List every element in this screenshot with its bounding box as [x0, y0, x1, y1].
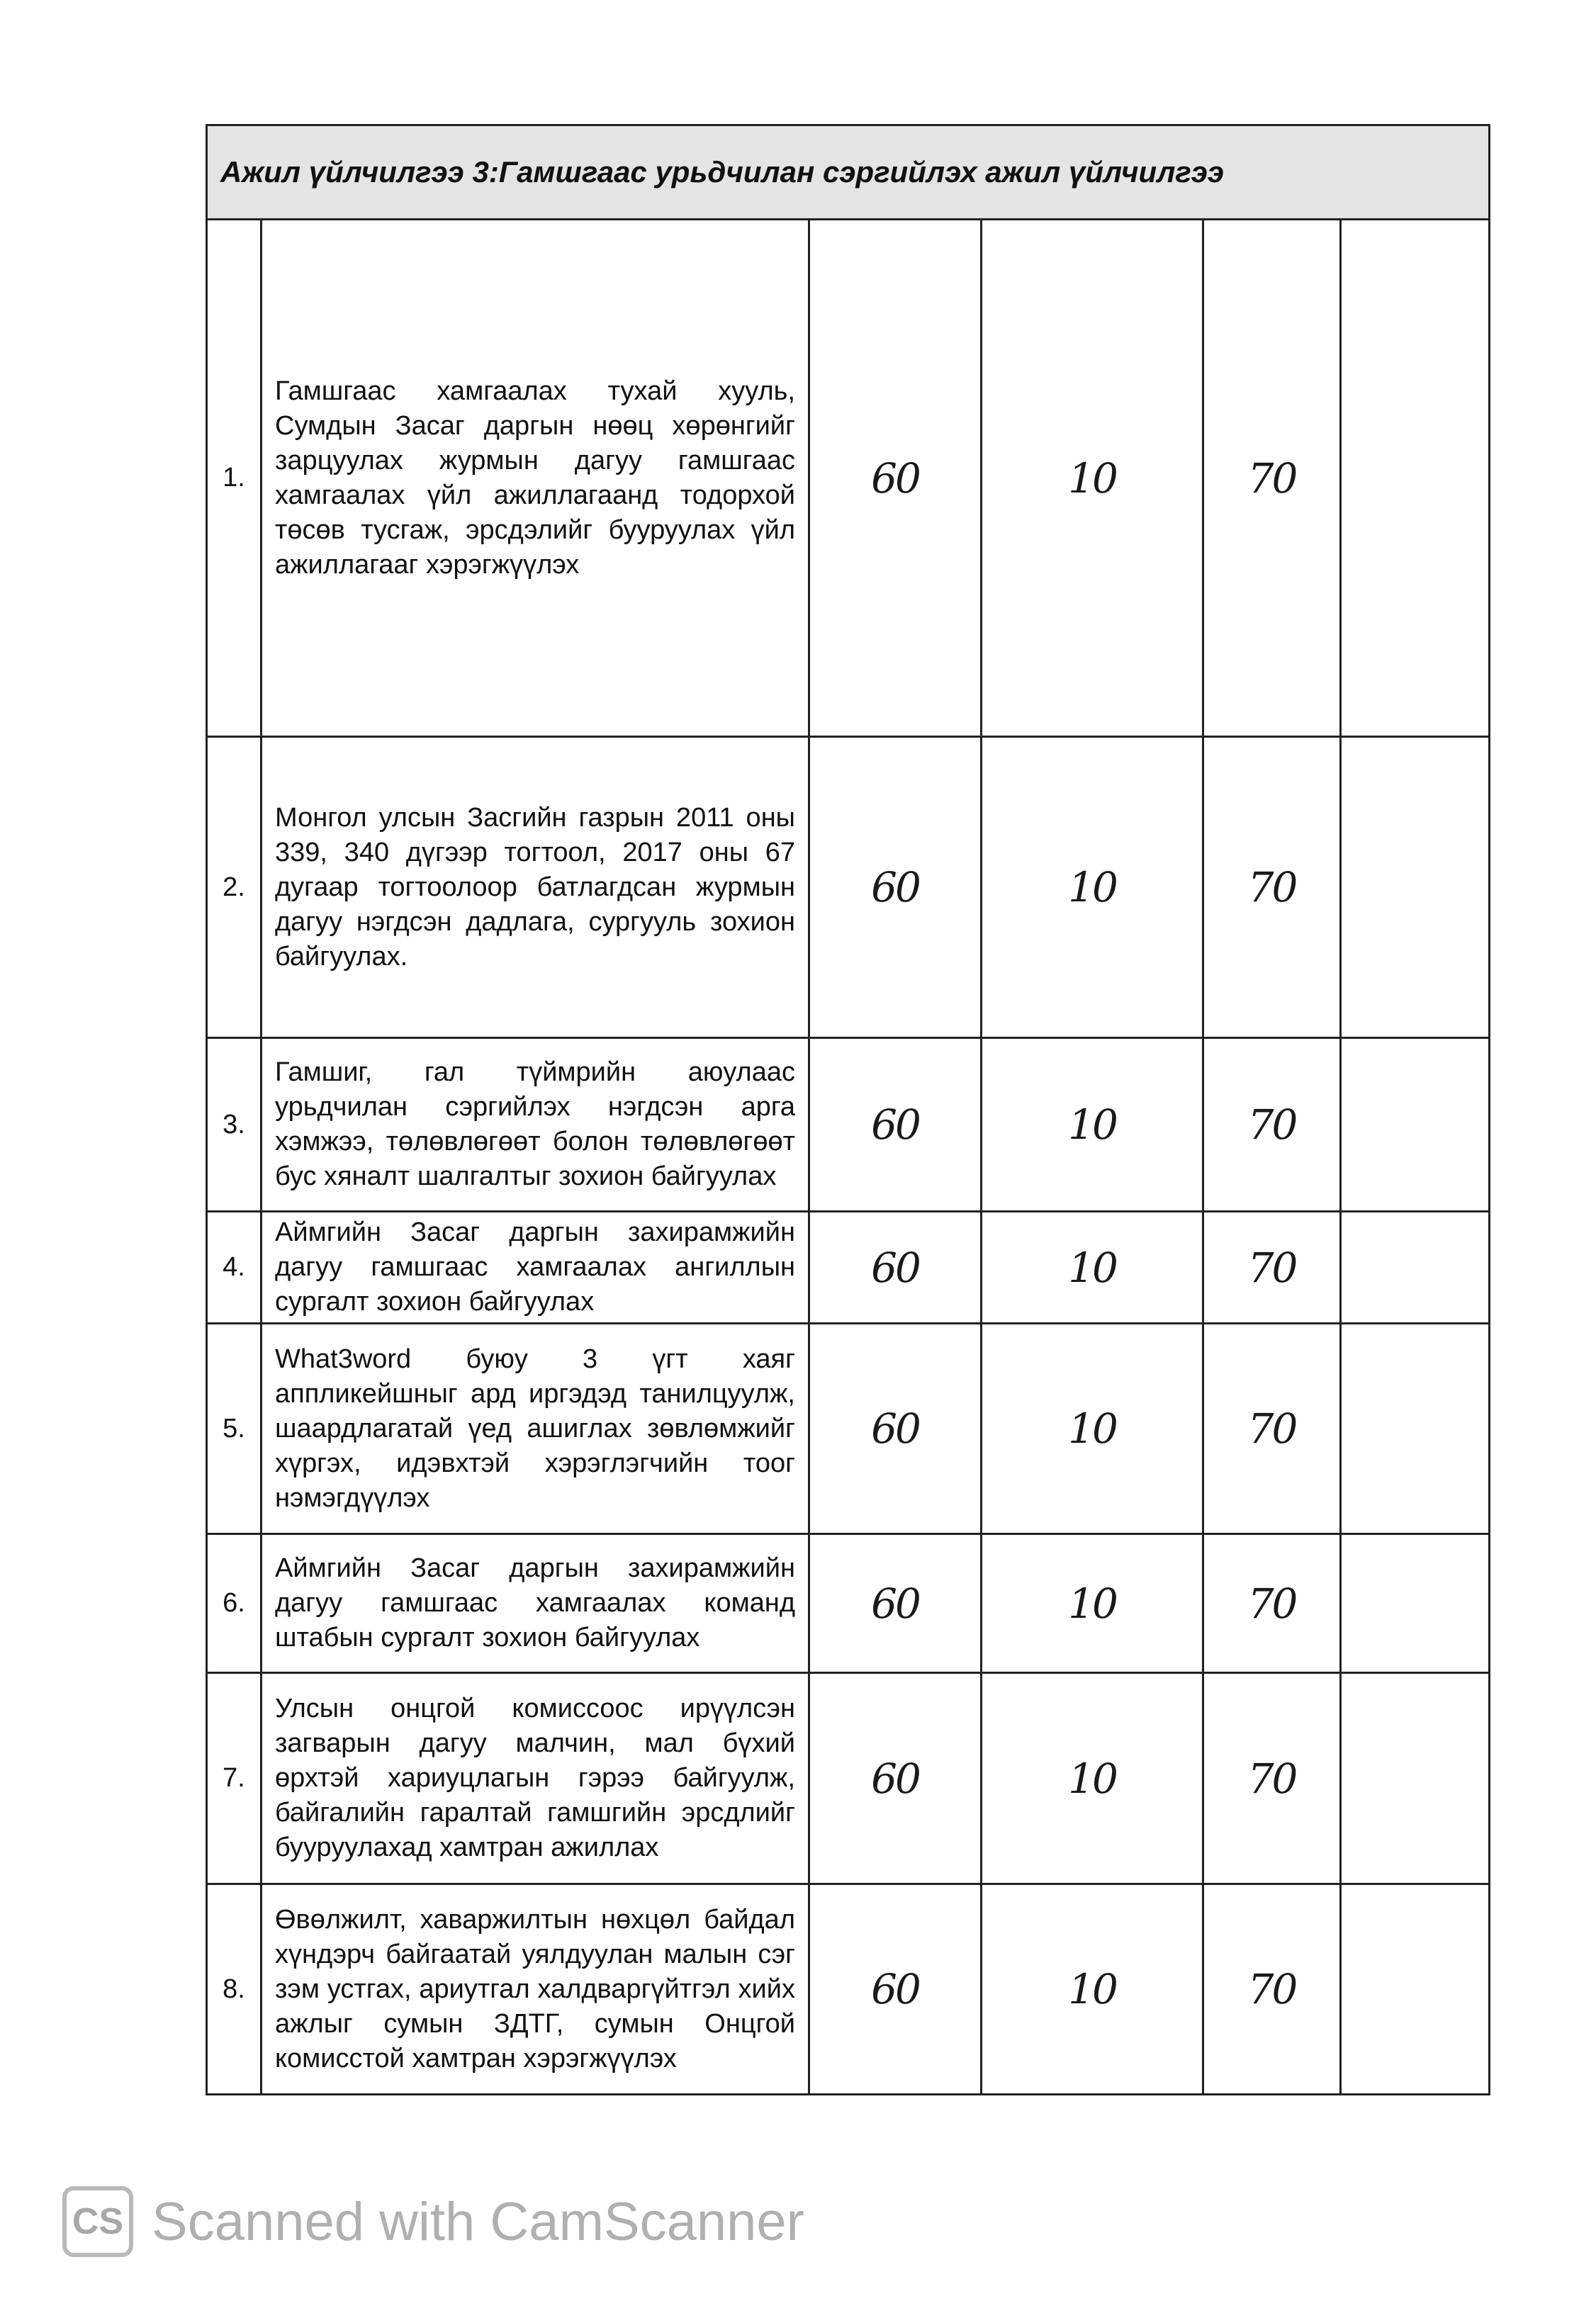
score-total-cell	[1203, 1673, 1341, 1884]
score-b-cell	[982, 1884, 1203, 2095]
blank-cell	[1341, 1673, 1490, 1884]
row-number: 8.	[207, 1884, 262, 2095]
camscanner-watermark	[62, 2186, 804, 2257]
score-total: 70	[1247, 454, 1296, 502]
row-number: 5.	[207, 1324, 262, 1534]
activity-description: Улсын онцгой комиссоос ирүүлсэн загварын дагуу малчин, мал бүхий өрхтэй хариуцлагын гэрээ байгуулж, байгалийн гаралтай гамшгийн эрсдлийг бууруулахад хамтран ажиллах	[262, 1673, 809, 1884]
table-row	[207, 1534, 1490, 1673]
row-number: 1.	[207, 220, 262, 737]
score-b-cell	[982, 1038, 1203, 1212]
blank-cell	[1341, 1212, 1490, 1324]
score-a-cell	[809, 1324, 982, 1534]
activity-description: Өвөлжилт, хаваржилтын нөхцөл байдал хүндэрч байгаатай уялдуулан малын сэг зэм устгах, ариутгал халдваргүйтгэл хийх ажлыг сумын ЗДТГ, сумын Онцгой комисстой хамтран хэрэгжүүлэх	[262, 1884, 809, 2095]
blank-cell	[1341, 1534, 1490, 1673]
camscanner-logo-icon: CS	[62, 2186, 133, 2257]
score-b-cell	[982, 1324, 1203, 1534]
row-number: 6.	[207, 1534, 262, 1673]
score-a-cell	[809, 1038, 982, 1212]
score-total: 70	[1247, 1965, 1296, 2013]
row-number: 7.	[207, 1673, 262, 1884]
table-row	[207, 220, 1490, 737]
score-total: 70	[1247, 1101, 1296, 1149]
activity-description: What3word буюу 3 үгт хаяг аппликейшныг ард иргэдэд танилцуулж, шаардлагатай үед ашиглах зөвлөмжийг хүргэх, идэвхтэй хэрэглэгчийн тоог нэмэгдүүлэх	[262, 1324, 809, 1534]
score-b: 10	[1068, 1243, 1116, 1292]
score-b: 10	[1068, 1965, 1116, 2013]
activity-description: Монгол улсын Засгийн газрын 2011 оны 339, 340 дүгээр тогтоол, 2017 оны 67 дугаар тогтоолоор батлагдсан журмын дагуу нэгдсэн дадлага, сургууль зохион байгуулах.	[262, 737, 809, 1038]
score-a-cell	[809, 737, 982, 1038]
score-a: 60	[871, 1965, 919, 2013]
activity-description: Аймгийн Засаг даргын захирамжийн дагуу гамшгаас хамгаалах команд штабын сургалт зохион байгуулах	[262, 1534, 809, 1673]
score-a-cell	[809, 1673, 982, 1884]
table-row	[207, 1038, 1490, 1212]
table-row	[207, 1324, 1490, 1534]
score-b-cell	[982, 1212, 1203, 1324]
blank-cell	[1341, 220, 1490, 737]
score-a: 60	[871, 1243, 919, 1292]
score-total: 70	[1247, 1243, 1296, 1292]
score-b: 10	[1068, 454, 1116, 502]
score-total: 70	[1247, 863, 1296, 911]
score-total: 70	[1247, 1405, 1296, 1453]
blank-cell	[1341, 1038, 1490, 1212]
score-total-cell	[1203, 220, 1341, 737]
score-b: 10	[1068, 863, 1116, 911]
service-table	[206, 124, 1490, 2095]
score-b: 10	[1068, 1579, 1116, 1628]
blank-cell	[1341, 1884, 1490, 2095]
row-number: 3.	[207, 1038, 262, 1212]
score-total: 70	[1247, 1754, 1296, 1803]
score-b-cell	[982, 220, 1203, 737]
score-a: 60	[871, 1754, 919, 1803]
score-a: 60	[871, 863, 919, 911]
score-b-cell	[982, 737, 1203, 1038]
table-row	[207, 1212, 1490, 1324]
score-a: 60	[871, 1579, 919, 1628]
activity-description: Гамшиг, гал түймрийн аюулаас урьдчилан сэргийлэх нэгдсэн арга хэмжээ, төлөвлөгөөт болон төлөвлөгөөт бус хяналт шалгалтыг зохион байгуулах	[262, 1038, 809, 1212]
score-b: 10	[1068, 1754, 1116, 1803]
score-total-cell	[1203, 1324, 1341, 1534]
score-a-cell	[809, 1212, 982, 1324]
row-number: 4.	[207, 1212, 262, 1324]
score-total-cell	[1203, 1038, 1341, 1212]
table-row	[207, 1884, 1490, 2095]
score-total-cell	[1203, 1534, 1341, 1673]
score-b: 10	[1068, 1101, 1116, 1149]
score-b-cell	[982, 1673, 1203, 1884]
score-a: 60	[871, 1405, 919, 1453]
score-a-cell	[809, 1534, 982, 1673]
row-number: 2.	[207, 737, 262, 1038]
camscanner-text: Scanned with CamScanner	[152, 2191, 804, 2252]
score-total-cell	[1203, 1212, 1341, 1324]
blank-cell	[1341, 1324, 1490, 1534]
score-b: 10	[1068, 1405, 1116, 1453]
score-a: 60	[871, 1101, 919, 1149]
table-title: Ажил үйлчилгээ 3:Гамшгаас урьдчилан сэргийлэх ажил үйлчилгээ	[207, 125, 1490, 220]
table-row	[207, 737, 1490, 1038]
score-total-cell	[1203, 737, 1341, 1038]
activity-description: Гамшгаас хамгаалах тухай хууль, Сумдын Засаг даргын нөөц хөрөнгийг зарцуулах журмын дагуу гамшгаас хамгаалах үйл ажиллагаанд тодорхой төсөв тусгаж, эрсдэлийг бууруулах үйл ажиллагааг хэрэгжүүлэх	[262, 220, 809, 737]
score-a-cell	[809, 1884, 982, 2095]
score-total-cell	[1203, 1884, 1341, 2095]
score-total: 70	[1247, 1579, 1296, 1628]
score-a-cell	[809, 220, 982, 737]
table-header-row	[207, 125, 1490, 220]
table-row	[207, 1673, 1490, 1884]
score-a: 60	[871, 454, 919, 502]
score-b-cell	[982, 1534, 1203, 1673]
activity-description: Аймгийн Засаг даргын захирамжийн дагуу гамшгаас хамгаалах ангиллын сургалт зохион байгуулах	[262, 1212, 809, 1324]
blank-cell	[1341, 737, 1490, 1038]
